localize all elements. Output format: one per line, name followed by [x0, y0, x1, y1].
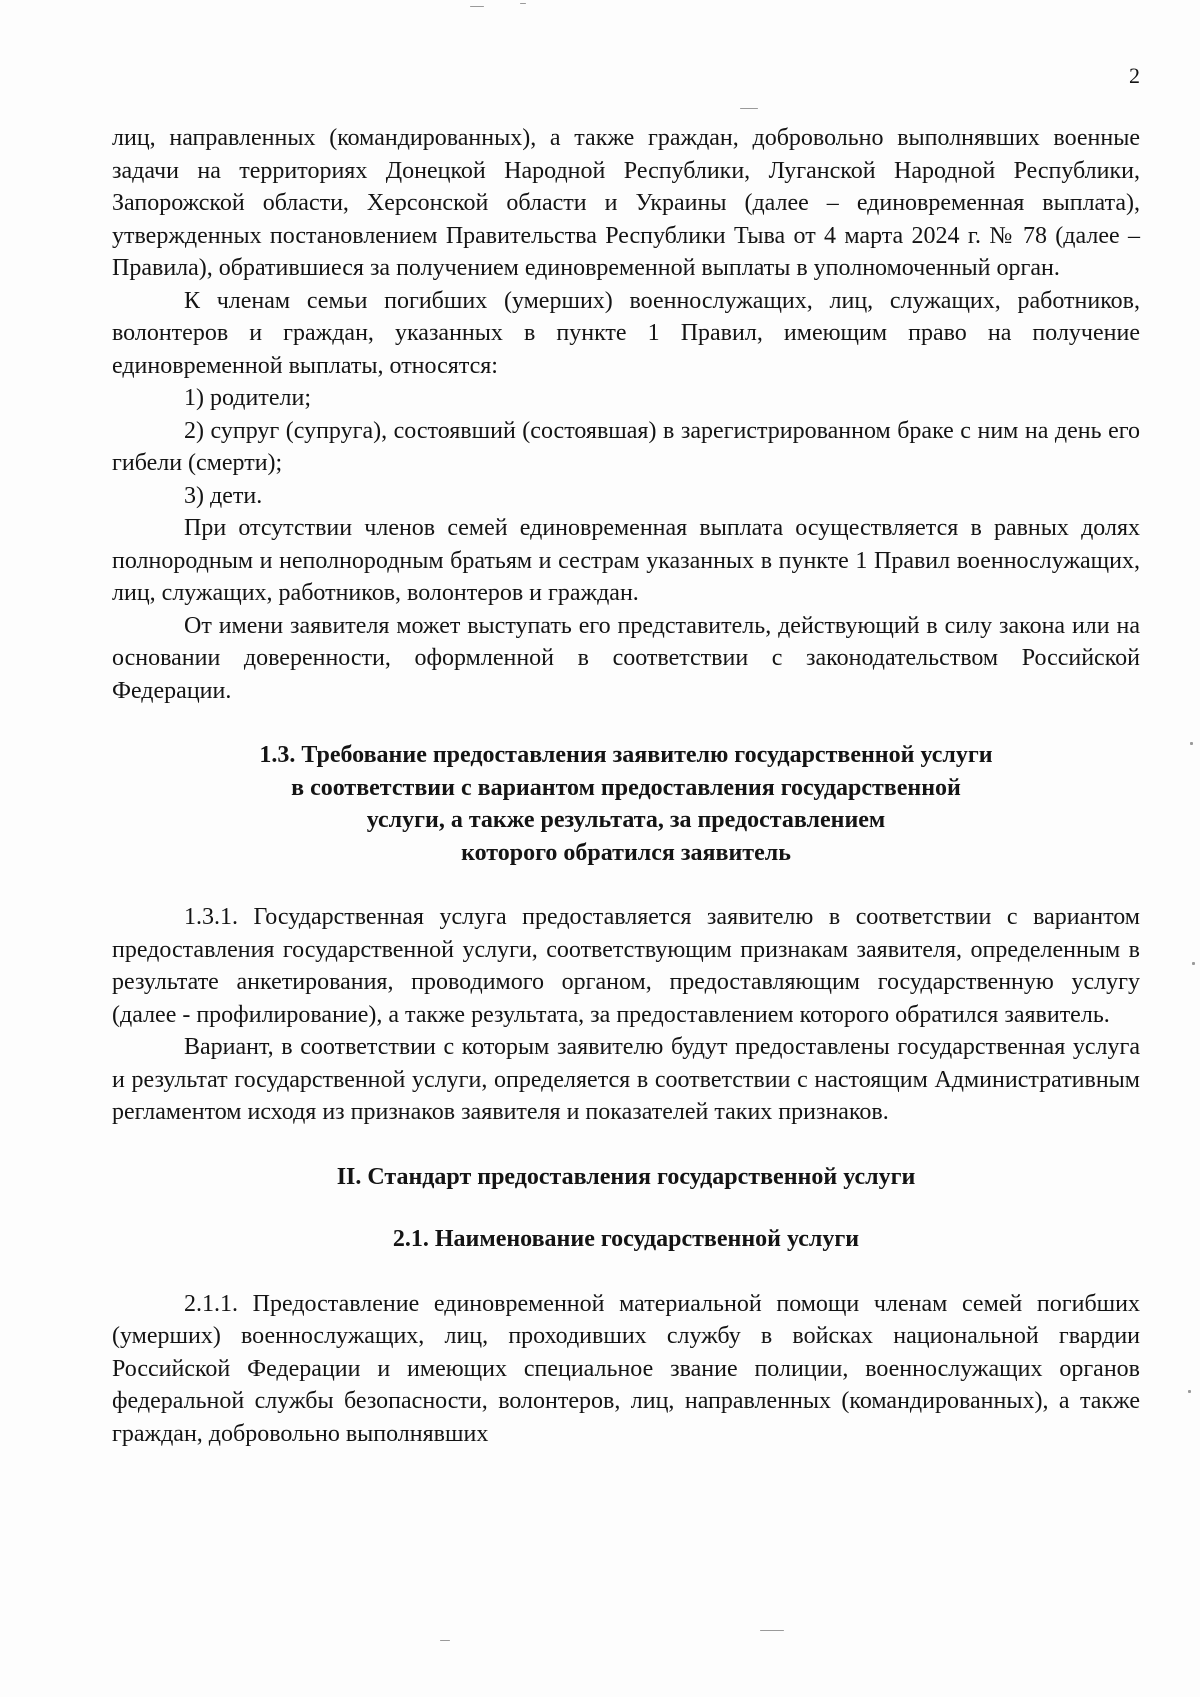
scan-speck [520, 3, 526, 4]
section-2-1-heading: 2.1. Наименование государственной услуги [392, 1226, 860, 1252]
scan-speck [1192, 962, 1195, 965]
scan-speck [1188, 1390, 1191, 1393]
list-item-children: 3) дети. [184, 482, 263, 509]
absence-paragraph: При отсутствии членов семей единовременная выплата осуществляется в равных долях полнородным и неполнородным братьям и сестрам указанных в пункте 1 Правил военнослужащих, лиц, служащих, работников, волонтеров и граждан. [112, 515, 1140, 606]
list-item-parents: 1) родители; [184, 385, 311, 411]
section-2-1-1-paragraph: 2.1.1. Предоставление единовременной материальной помощи членам семей погибших (умерших) военнослужащих, лиц, проходивших службу в войсках национальной гвардии Российской Федерации и имеющих специальное звание полиции, военнослужащих органов федеральной службы безопасности, волонтеров, лиц, направленных (командированных), а также граждан, добровольно выполнявших [112, 1290, 1140, 1447]
scan-speck [1190, 742, 1193, 745]
family-members-paragraph: К членам семьи погибших (умерших) военнослужащих, лиц, служащих, работников, волонтеров и граждан, указанных в пункте 1 Правил, имеющим право на получение единовременной выплаты, относятся: [112, 287, 1140, 379]
section-2-heading: II. Стандарт предоставления государственной услуги [336, 1163, 916, 1190]
representative-paragraph: От имени заявителя может выступать его представитель, действующий в силу закона или на основании доверенности, оформленной в соответствии с законодательством Российской Федерации. [112, 612, 1140, 704]
section-1-3-1-paragraph: 1.3.1. Государственная услуга предоставляется заявителю в соответствии с вариантом предоставления государственной услуги, соответствующим признакам заявителя, определенным в результате анкетирования, проводимого органом, предоставляющим государственную услугу (далее - профилирование), а также результата, за предоставлением которого обратился заявитель. [112, 904, 1140, 1028]
page-number: 2 [1129, 63, 1140, 88]
scan-speck [740, 108, 758, 109]
section-1-3-heading-line: услуги, а также результата, за предоставлением [366, 807, 886, 833]
section-1-3-heading-line: 1.3. Требование предоставления заявителю государственной услуги [259, 742, 993, 768]
intro-paragraph: лиц, направленных (командированных), а также граждан, добровольно выполнявших военные задачи на территориях Донецкой Народной Республики, Луганской Народной Республики, Запорожской области, Херсонской области и Украины (далее – единовременная выплата), утвержденных постановлением Правительства Республики Тыва от 4 марта 2024 г. № 78 (далее – Правила), обратившиеся за получением единовременной выплаты в уполномоченный орган. [112, 125, 1140, 281]
scan-speck [760, 1630, 784, 1631]
list-item-spouse: 2) супруг (супруга), состоявший (состоявшая) в зарегистрированном браке с ним на день его гибели (смерти); [112, 417, 1140, 476]
section-1-3-variant-paragraph: Вариант, в соответствии с которым заявителю будут предоставлены государственная услуга и результат государственной услуги, определяется в соответствии с настоящим Административным регламентом исходя из признаков заявителя и показателей таких признаков. [112, 1034, 1140, 1125]
section-1-3-heading [112, 739, 1140, 869]
document-body [112, 122, 1140, 1450]
section-1-3-heading-line: в соответствии с вариантом предоставления государственной [291, 774, 961, 801]
scan-speck [470, 6, 484, 7]
scan-speck [440, 1640, 450, 1641]
section-1-3-heading-line: которого обратился заявитель [461, 839, 791, 866]
